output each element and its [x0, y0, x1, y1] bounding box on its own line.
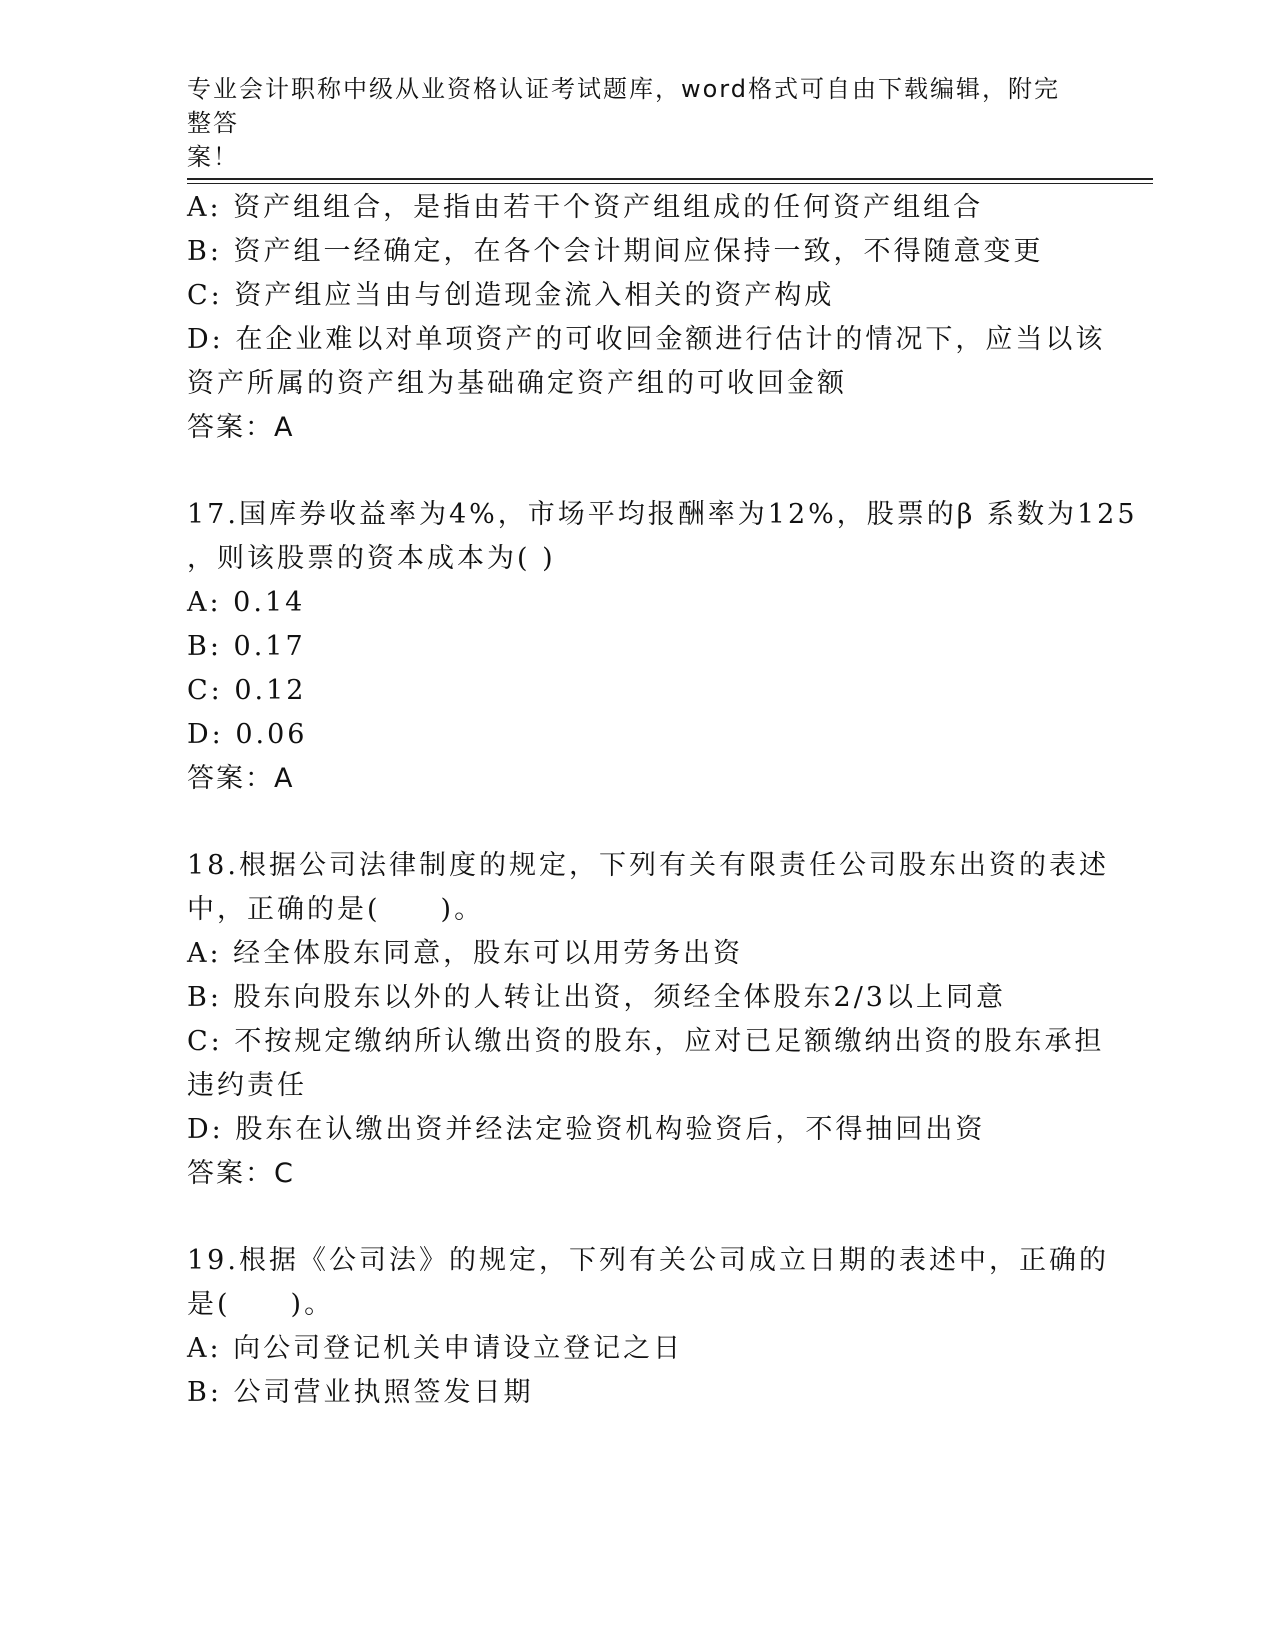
- q18-stem-line1: 18.根据公司法律制度的规定，下列有关有限责任公司股东出资的表述: [187, 850, 1109, 881]
- header-line-2: 案！: [187, 143, 239, 171]
- q19-option-b: B: 公司营业执照签发日期: [187, 1377, 534, 1408]
- q16-answer: 答案：A: [187, 412, 295, 443]
- q16-option-b: B: 资产组一经确定，在各个会计期间应保持一致，不得随意变更: [187, 236, 1044, 267]
- q18-option-c-line1: C: 不按规定缴纳所认缴出资的股东，应对已足额缴纳出资的股东承担: [187, 1026, 1105, 1057]
- header-rule-thick: [187, 178, 1153, 180]
- q16-option-a: A: 资产组组合，是指由若干个资产组组成的任何资产组组合: [187, 192, 984, 223]
- q17-stem-line1: 17.国库券收益率为4%，市场平均报酬率为12%，股票的β 系数为125: [187, 499, 1138, 530]
- header-line-1: 专业会计职称中级从业资格认证考试题库，word格式可自由下载编辑，附完整答: [187, 75, 1060, 137]
- q17-option-b: B: 0.17: [187, 631, 306, 662]
- document-header: [187, 72, 1077, 174]
- q18-answer: 答案：C: [187, 1158, 295, 1189]
- q18-option-b: B: 股东向股东以外的人转让出资，须经全体股东2/3以上同意: [187, 982, 1006, 1013]
- header-rule-thin: [187, 183, 1153, 184]
- q17-option-d: D: 0.06: [187, 719, 308, 750]
- q16-option-c: C: 资产组应当由与创造现金流入相关的资产构成: [187, 280, 835, 311]
- q18-option-a: A: 经全体股东同意，股东可以用劳务出资: [187, 938, 744, 969]
- q17-stem-line2: ，则该股票的资本成本为( ): [187, 543, 556, 574]
- q18-stem-line2: 中，正确的是( )。: [187, 894, 485, 925]
- q19-stem-line2: 是( )。: [187, 1289, 335, 1320]
- q17-answer: 答案：A: [187, 763, 295, 794]
- q17-option-c: C: 0.12: [187, 675, 307, 706]
- q19-option-a: A: 向公司登记机关申请设立登记之日: [187, 1333, 684, 1364]
- q18-option-c-line2: 违约责任: [187, 1070, 307, 1101]
- q16-option-d-line2: 资产所属的资产组为基础确定资产组的可收回金额: [187, 368, 847, 399]
- q16-option-d-line1: D: 在企业难以对单项资产的可收回金额进行估计的情况下，应当以该: [187, 324, 1106, 355]
- q18-option-d: D: 股东在认缴出资并经法定验资机构验资后，不得抽回出资: [187, 1114, 986, 1145]
- q17-option-a: A: 0.14: [187, 587, 306, 618]
- q19-stem-line1: 19.根据《公司法》的规定，下列有关公司成立日期的表述中，正确的: [187, 1245, 1109, 1276]
